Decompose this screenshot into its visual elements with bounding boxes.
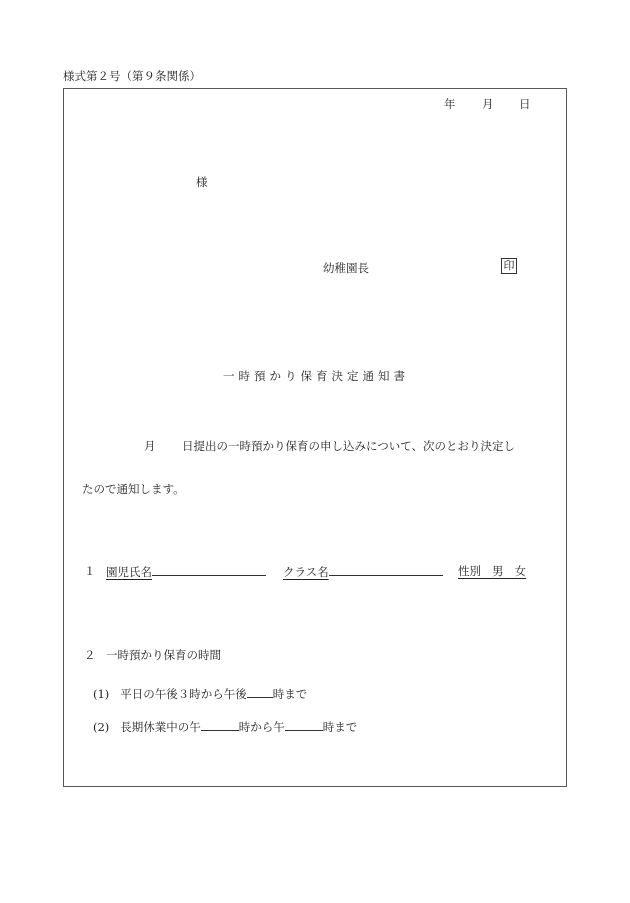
class-name-field (283, 563, 443, 580)
gender-label: 性別 (458, 564, 481, 578)
item-text-middle: 時から午 (238, 720, 285, 734)
child-name-label: 園児氏名 (106, 565, 152, 579)
body-line2: たので通知します。 (82, 482, 185, 496)
section2-number: ２ (84, 648, 96, 662)
gender-field (458, 563, 526, 579)
date-year: 年 (444, 97, 456, 111)
child-name-blank (152, 563, 266, 576)
time-blank (247, 685, 273, 698)
class-name-label: クラス名 (283, 565, 329, 579)
item-number: (2) (93, 720, 110, 734)
issuer-title: 幼稚園長 (323, 261, 369, 275)
body-line1: 日提出の一時預かり保育の申し込みについて、次のとおり決定し (182, 439, 516, 453)
item-text-after: 時まで (272, 687, 308, 701)
document-title: 一時預かり保育決定通知書 (223, 369, 409, 383)
gender-male: 男 (491, 564, 504, 578)
item-text-after: 時まで (322, 720, 358, 734)
item-text-before: 長期休業中の午 (120, 720, 201, 734)
gender-female: 女 (514, 564, 526, 578)
addressee-suffix: 様 (196, 175, 208, 189)
time-blank (285, 718, 323, 731)
body-month: 月 (144, 439, 156, 453)
time-blank (201, 718, 239, 731)
section2-heading: 一時預かり保育の時間 (106, 648, 221, 662)
child-name-field (106, 563, 266, 580)
section1-number: １ (84, 564, 96, 578)
time-item-1 (93, 685, 307, 702)
class-name-blank (329, 563, 443, 576)
item-text-before: 平日の午後３時から午後 (120, 687, 247, 701)
seal-mark: 印 (501, 258, 517, 274)
time-item-2 (93, 718, 357, 735)
form-number-label: 様式第２号（第９条関係） (63, 69, 201, 83)
date-day: 日 (519, 97, 531, 111)
date-month: 月 (482, 97, 494, 111)
item-number: (1) (93, 687, 110, 701)
